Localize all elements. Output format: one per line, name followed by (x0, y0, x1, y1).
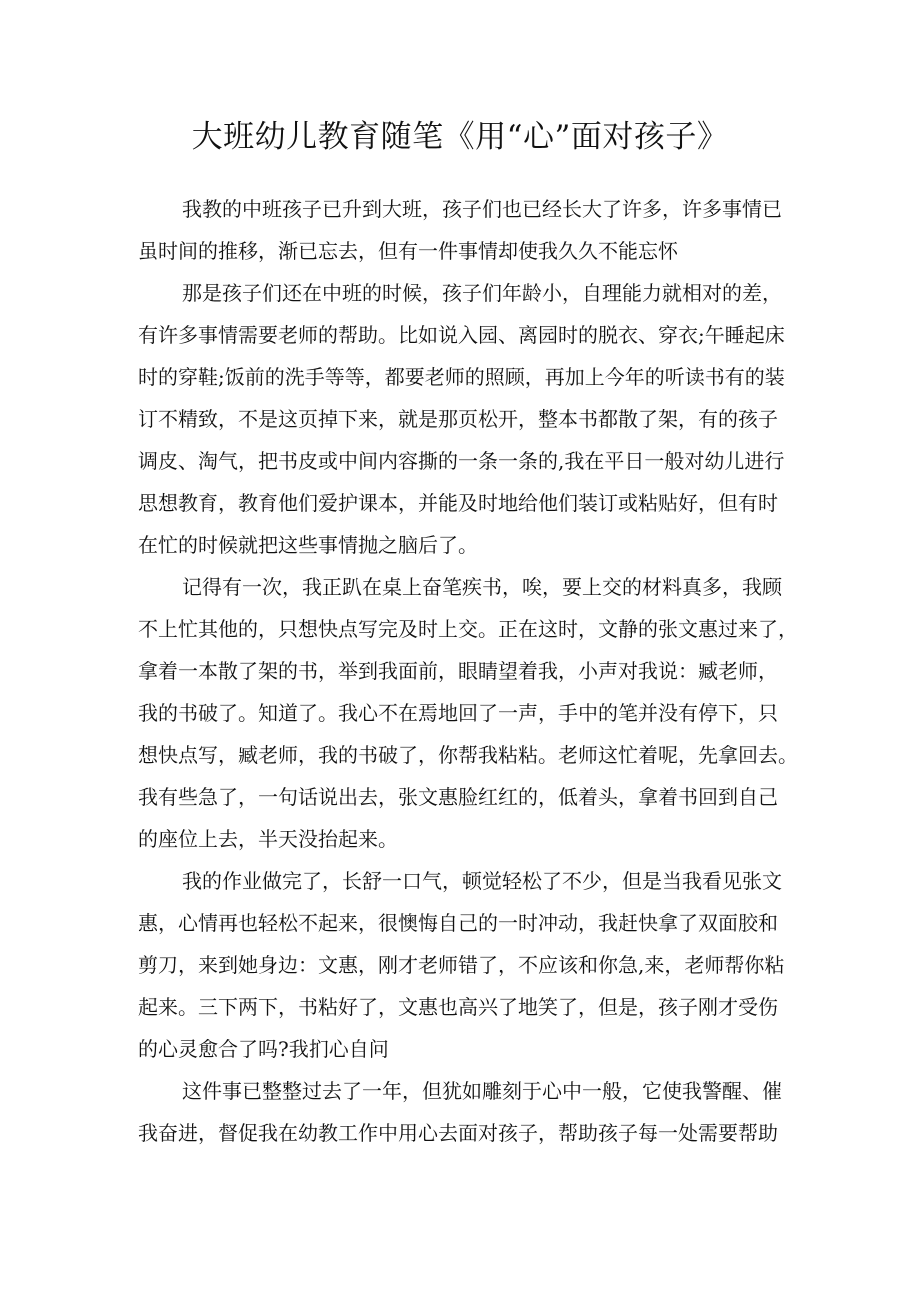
paragraph-line: 虽时间的推移，渐已忘去，但有一件事情却使我久久不能忘怀 (138, 239, 678, 263)
paragraph-line: 我奋进，督促我在幼教工作中用心去面对孩子，帮助孩子每一处需要帮助 (138, 1121, 778, 1145)
paragraph-line: 那是孩子们还在中班的时候，孩子们年龄小，自理能力就相对的差， (182, 281, 782, 305)
paragraph-line: 我的作业做完了，长舒一口气，顿觉轻松了不少，但是当我看见张文 (182, 869, 782, 893)
paragraph-line: 不上忙其他的，只想快点写完及时上交。正在这时，文静的张文惠过来了， (138, 617, 798, 641)
paragraph-line: 订不精致，不是这页掉下来，就是那页松开，整本书都散了架，有的孩子 (138, 407, 778, 431)
document-body (138, 188, 798, 1154)
paragraph-line: 思想教育，教育他们爱护课本，并能及时地给他们装订或粘贴好，但有时 (138, 491, 778, 515)
paragraph-line: 有许多事情需要老师的帮助。比如说入园、离园时的脱衣、穿衣;午睡起床 (138, 323, 785, 347)
paragraph-3 (138, 566, 798, 860)
paragraph-line: 我有些急了，一句话说出去，张文惠脸红红的，低着头，拿着书回到自己 (138, 785, 778, 809)
paragraph-line: 的座位上去，半天没抬起来。 (138, 827, 398, 851)
paragraph-line: 剪刀，来到她身边：文惠，刚才老师错了，不应该和你急,来，老师帮你粘 (138, 953, 785, 977)
paragraph-line: 惠，心情再也轻松不起来，很懊悔自己的一时冲动，我赶快拿了双面胶和 (138, 911, 778, 935)
paragraph-1 (138, 188, 798, 272)
paragraph-line: 我的书破了。知道了。我心不在焉地回了一声，手中的笔并没有停下，只 (138, 701, 778, 725)
paragraph-line: 记得有一次，我正趴在桌上奋笔疾书，唉，要上交的材料真多，我顾 (182, 575, 782, 599)
paragraph-5 (138, 1070, 798, 1154)
paragraph-line: 起来。三下两下，书粘好了，文惠也高兴了地笑了，但是，孩子刚才受伤 (138, 995, 778, 1019)
paragraph-line: 这件事已整整过去了一年，但犹如雕刻于心中一般，它使我警醒、催 (182, 1079, 782, 1103)
paragraph-line: 在忙的时候就把这些事情抛之脑后了。 (138, 533, 478, 557)
paragraph-line: 想快点写，臧老师，我的书破了，你帮我粘粘。老师这忙着呢，先拿回去。 (138, 743, 798, 767)
paragraph-line: 拿着一本散了架的书，举到我面前，眼睛望着我，小声对我说：臧老师， (138, 659, 778, 683)
paragraph-line: 时的穿鞋;饭前的洗手等等，都要老师的照顾，再加上今年的听读书有的装 (138, 365, 785, 389)
paragraph-2 (138, 272, 798, 566)
document-title: 大班幼儿教育随笔《用“心”面对孩子》 (191, 119, 729, 155)
paragraph-line: 我教的中班孩子已升到大班，孩子们也已经长大了许多，许多事情已 (182, 197, 782, 221)
paragraph-line: 调皮、淘气，把书皮或中间内容撕的一条一条的,我在平日一般对幼儿进行 (138, 449, 785, 473)
paragraph-line: 的心灵愈合了吗?我扪心自问 (138, 1037, 389, 1061)
paragraph-4 (138, 860, 798, 1070)
